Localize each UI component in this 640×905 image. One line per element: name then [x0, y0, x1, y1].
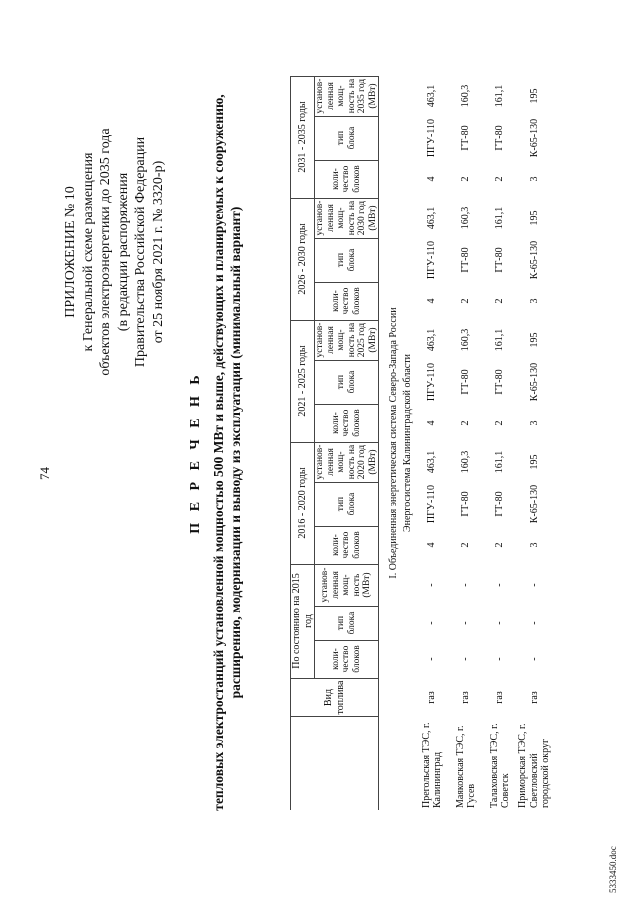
fuel-header: Вид топлива	[291, 678, 379, 717]
table-cell: К-65-130	[528, 118, 540, 158]
table-cell: ПГУ-110	[426, 119, 438, 158]
table-cell: -	[528, 657, 540, 661]
period-header: 2016 - 2020 годы	[291, 442, 315, 564]
column-header: тип блока	[315, 116, 379, 160]
table-cell: 160,3	[460, 328, 472, 352]
column-header: коли-чество блоков	[315, 404, 379, 442]
table-cell: ПГУ-110	[426, 485, 438, 524]
power-plants-table	[290, 76, 552, 810]
table-cell: 4	[426, 542, 438, 548]
document-subtitle: расширению, модернизации и выводу из эксплуатации (минимальный вариант)	[228, 206, 243, 699]
table-cell: 195	[528, 210, 540, 226]
table-cell: 3	[528, 420, 540, 426]
page-number: 74	[37, 467, 52, 480]
table-cell: 3	[528, 176, 540, 182]
section-title: I. Объединенная энергетическая система Северо-Запада России	[388, 307, 400, 579]
table-cell: 195	[528, 88, 540, 104]
plant-name: Талаховская ТЭС, г. Советск	[488, 723, 511, 808]
plant-name: Прегольская ТЭС, г. Калининград	[420, 722, 443, 808]
document-reference: 5333450.doc	[608, 846, 618, 893]
fuel-cell: газ	[460, 691, 472, 704]
column-header: тип блока	[315, 482, 379, 526]
table-header-row	[291, 76, 315, 810]
document-title: П Е Р Е Ч Е Н Ь	[188, 371, 203, 534]
table-cell: 161,1	[494, 84, 506, 108]
table-cell: ГТ-80	[494, 369, 506, 395]
column-header: коли-чество блоков	[315, 282, 379, 320]
table-cell: -	[426, 583, 438, 587]
subsection-row	[401, 76, 415, 810]
table-cell: -	[460, 583, 472, 587]
column-header: установ-ленная мощ-ность на 2025 год (МВт)	[315, 320, 379, 360]
table-row	[415, 76, 449, 810]
table-cell: ГТ-80	[494, 125, 506, 151]
table-cell: 3	[528, 542, 540, 548]
table-cell: -	[494, 657, 506, 661]
table-cell: 2	[460, 298, 472, 304]
appendix-line: к Генеральной схеме размещения	[80, 152, 96, 352]
table-cell: 2	[494, 542, 506, 548]
plant-name: Маяковская ТЭС, г. Гусев	[454, 725, 477, 808]
column-header: установ-ленная мощ-ность (МВт)	[315, 564, 379, 606]
appendix-line: от 25 ноября 2021 г. № 3320-р)	[150, 160, 166, 344]
table-cell: -	[494, 621, 506, 625]
plant-name: Приморская ТЭС, г. Светловский городской округ	[517, 723, 551, 808]
table-cell: 2	[494, 420, 506, 426]
period-header: 2026 - 2030 годы	[291, 198, 315, 320]
table-cell: 463,1	[426, 450, 438, 474]
column-header: коли-чество блоков	[315, 160, 379, 198]
column-header: коли-чество блоков	[315, 640, 379, 678]
table-cell: -	[494, 583, 506, 587]
appendix-line: ПРИЛОЖЕНИЕ № 10	[63, 186, 78, 318]
table-cell: ГТ-80	[494, 247, 506, 273]
appendix-line: (в редакции распоряжения	[115, 172, 131, 332]
table-row	[483, 76, 517, 810]
fuel-cell: газ	[426, 691, 438, 704]
table-cell: -	[426, 621, 438, 625]
table-cell: 160,3	[460, 450, 472, 474]
column-header: установ-ленная мощ-ность на 2020 год (МВт)	[315, 442, 379, 482]
table-cell: 3	[528, 298, 540, 304]
table-cell: 160,3	[460, 84, 472, 108]
table-cell: 2	[460, 420, 472, 426]
column-header: тип блока	[315, 606, 379, 640]
document-subtitle: тепловых электростанций установленной мощностью 500 МВт и выше, действующих и планируемых к сооружению,	[211, 94, 226, 811]
table-cell: 161,1	[494, 450, 506, 474]
table-row	[517, 76, 552, 810]
table-cell: ГТ-80	[460, 247, 472, 273]
table-cell: 195	[528, 332, 540, 348]
period-header: 2021 - 2025 годы	[291, 320, 315, 442]
table-cell: 195	[528, 454, 540, 470]
table-cell: ПГУ-110	[426, 241, 438, 280]
table-cell: 161,1	[494, 206, 506, 230]
table-cell: 4	[426, 176, 438, 182]
table-cell: 2	[460, 176, 472, 182]
appendix-block	[62, 42, 167, 462]
plant-header	[291, 717, 379, 810]
table-cell: 463,1	[426, 84, 438, 108]
table-cell: ГТ-80	[460, 125, 472, 151]
table-cell: 161,1	[494, 328, 506, 352]
table-cell: К-65-130	[528, 362, 540, 402]
table-cell: -	[460, 621, 472, 625]
table-cell: 2	[494, 176, 506, 182]
column-header: коли-чество блоков	[315, 526, 379, 564]
appendix-line: Правительства Российской Федерации	[133, 136, 148, 368]
table-cell: 160,3	[460, 206, 472, 230]
table-cell: -	[460, 657, 472, 661]
column-header: установ-ленная мощ-ность на 2030 год (МВт)	[315, 198, 379, 238]
table-row	[449, 76, 483, 810]
table-cell: К-65-130	[528, 240, 540, 280]
table-cell: -	[528, 621, 540, 625]
appendix-line: объектов электроэнергетики до 2035 года	[98, 128, 113, 376]
table-cell: ГТ-80	[460, 491, 472, 517]
column-header: установ-ленная мощ-ность на 2035 год (МВт)	[315, 76, 379, 116]
table-cell: ПГУ-110	[426, 363, 438, 402]
table-cell: К-65-130	[528, 484, 540, 524]
column-header: тип блока	[315, 360, 379, 404]
period-header: 2031 - 2035 годы	[291, 76, 315, 198]
table-cell: ГТ-80	[460, 369, 472, 395]
document-heading	[188, 90, 244, 815]
fuel-cell: газ	[494, 691, 506, 704]
column-header: тип блока	[315, 238, 379, 282]
period-header: По состоянию на 2015 год	[291, 564, 315, 678]
table-cell: 463,1	[426, 328, 438, 352]
table-cell: 463,1	[426, 206, 438, 230]
fuel-cell: газ	[528, 691, 540, 704]
table-cell: 2	[494, 298, 506, 304]
table-cell: 4	[426, 298, 438, 304]
table-cell: ГТ-80	[494, 491, 506, 517]
table-cell: -	[528, 583, 540, 587]
table-cell: -	[426, 657, 438, 661]
table-cell: 2	[460, 542, 472, 548]
table-cell: 4	[426, 420, 438, 426]
subsection-title: Энергосистема Калининградской области	[402, 354, 414, 532]
section-row	[379, 76, 402, 810]
